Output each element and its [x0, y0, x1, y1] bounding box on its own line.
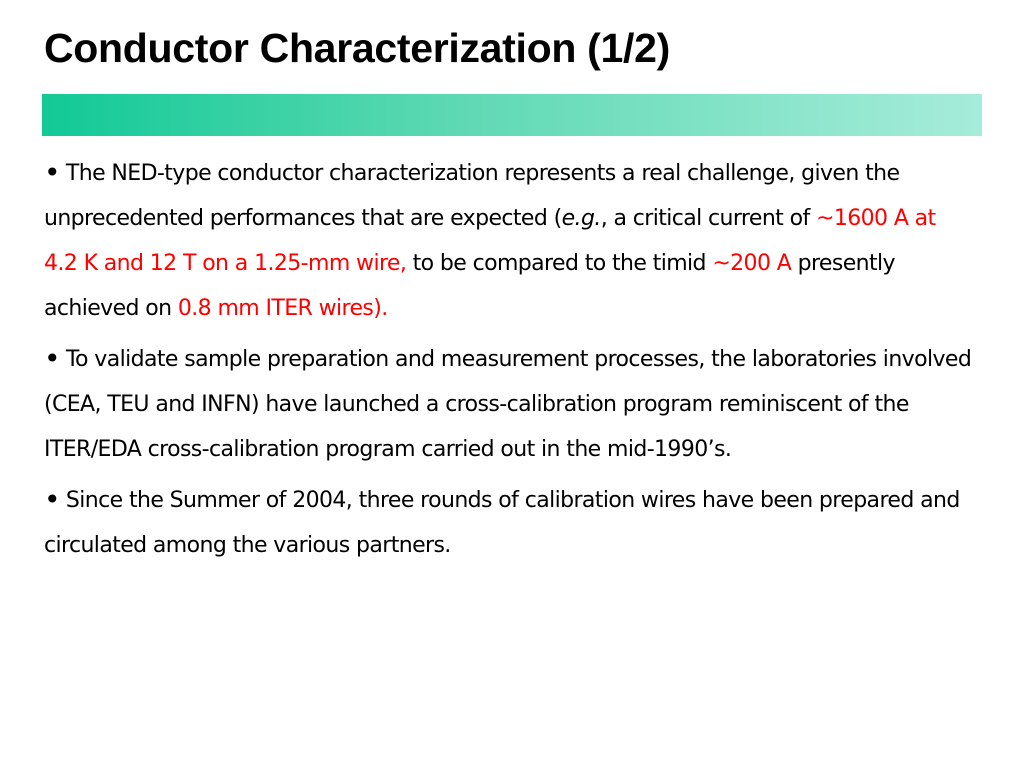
bullet-1-text-a: The NED-type conductor characterization represents a real challenge, given the unprecedented performances that are expected ( [44, 161, 900, 231]
bullet-1-highlight-current: ~1600 A at 4.2 K and 12 T on a 1.25-mm wire, [44, 206, 936, 276]
bullet-item-3 [44, 477, 974, 568]
bullet-1-highlight-iter-wires: 0.8 mm ITER wires). [177, 296, 388, 321]
bullet-item-2 [44, 336, 974, 472]
bullet-list [44, 150, 974, 573]
bullet-3-text: Since the Summer of 2004, three rounds of calibration wires have been prepared and circulated among the various partners. [44, 488, 960, 558]
bullet-dot-icon: • [44, 342, 60, 375]
bullet-dot-icon: • [44, 156, 60, 189]
title-accent-bar [42, 94, 982, 136]
bullet-1-text-d: presently achieved on [44, 251, 895, 321]
bullet-1-text-b: , a critical current of [600, 206, 816, 231]
bullet-1-text-c: to be compared to the timid [406, 251, 713, 276]
bullet-1-highlight-200a: ~200 A [712, 251, 792, 276]
bullet-item-1 [44, 150, 974, 331]
bullet-2-text: To validate sample preparation and measurement processes, the laboratories involved (CEA, TEU and INFN) have launched a cross-calibration program reminiscent of the ITER/EDA cross-calibration program carried out in the mid-1990’s. [44, 347, 972, 462]
bullet-dot-icon: • [44, 483, 60, 516]
bullet-1-eg: e.g. [561, 206, 601, 231]
slide-title: Conductor Characterization (1/2) [44, 25, 670, 71]
